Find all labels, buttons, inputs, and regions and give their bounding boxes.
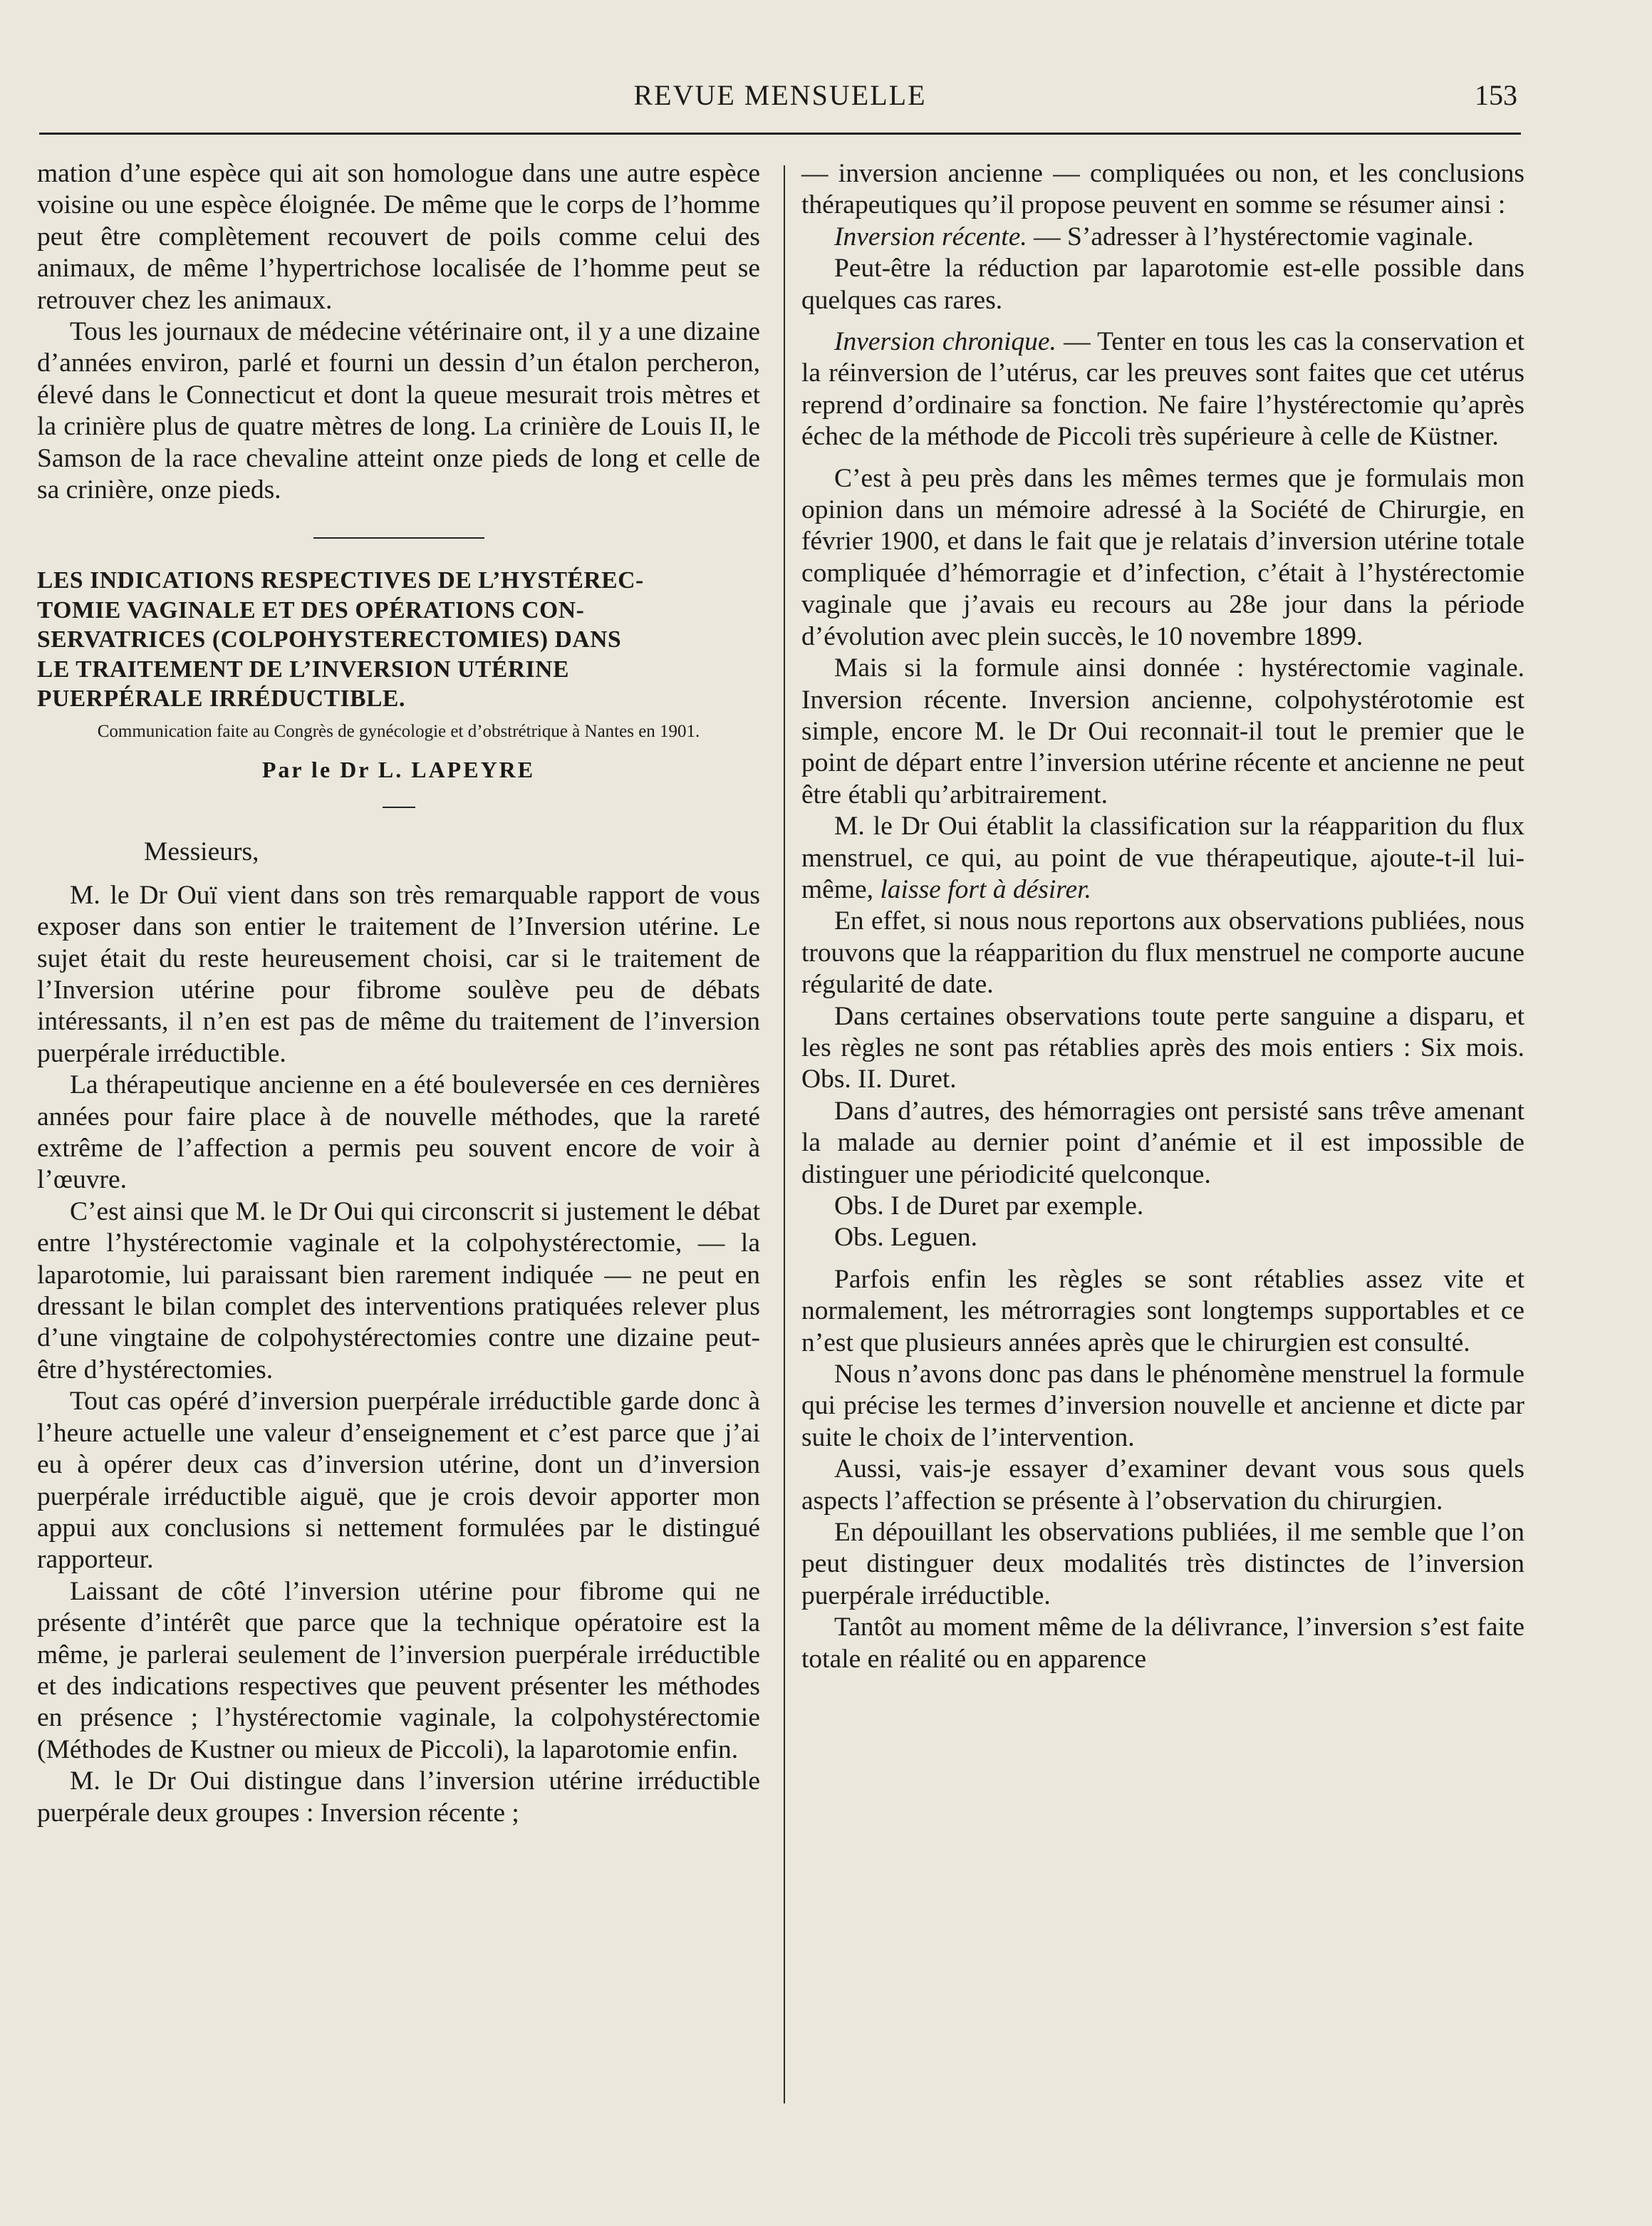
article-title-line: LES INDICATIONS RESPECTIVES DE L’HYSTÉREC- <box>37 567 644 594</box>
paragraph: — inversion ancienne — compliquées ou non, et les conclusions thérapeutiques qu’il propose peuvent en somme se résumer ainsi : <box>801 159 1524 220</box>
running-title: REVUE MENSUELLE <box>633 79 927 111</box>
recent-inversion-label: Inversion récente. <box>834 222 1027 252</box>
right-column <box>801 158 1524 1675</box>
column-divider <box>784 165 785 2103</box>
paragraph: En effet, si nous nous reportons aux observations publiées, nous trouvons que la réapparition du flux menstruel ne comporte aucune régularité de date. <box>801 906 1524 1000</box>
paragraph: Laissant de côté l’inversion utérine pour fibrome qui ne présente d’intérêt que parce que la technique opératoire est la même, je parlerai seulement de l’inversion puerpérale irréductible et des indications respectives que peuvent présenter les méthodes en présence ; l’hystérectomie vaginale, la colpohystérectomie (Méthodes de Kustner ou mieux de Piccoli), la laparotomie enfin. <box>37 1576 760 1764</box>
header-rule <box>39 133 1521 135</box>
page-header <box>43 78 1517 121</box>
salutation: Messieurs, <box>144 837 259 867</box>
paragraph <box>801 811 1524 906</box>
article-title-line: SERVATRICES (COLPOHYSTERECTOMIES) DANS <box>37 626 622 653</box>
recent-inversion-text: — S’adresser à l’hystérectomie vaginale. <box>1027 222 1474 252</box>
paragraph: Dans d’autres, des hémorragies ont persisté sans trêve amenant la malade au dernier point d’anémie et il est impossible de distinguer une périodicité quelconque. <box>801 1096 1524 1189</box>
article-title-line: TOMIE VAGINALE ET DES OPÉRATIONS CON- <box>37 596 585 623</box>
author-line: Par le Dr L. LAPEYRE <box>261 756 536 782</box>
observation-line: Obs. Leguen. <box>834 1223 977 1253</box>
paragraph: mation d’une espèce qui ait son homologue dans une autre espèce voisine ou une espèce éloignée. De même que le corps de l’homme peut être complètement recouvert de poils comme celui des animaux, de même l’hypertrichose localisée de l’homme peut se retrouver chez les animaux. <box>37 159 760 315</box>
paragraph: C’est à peu près dans les mêmes termes que je formulais mon opinion dans un mémoire adressé à la Société de Chirurgie, en février 1900, et dans le fait que je relatais d’inversion utérine totale compliquée d’hémorragie et d’infection, c’était à l’hystérectomie vaginale que j’avais eu recours au 28e jour dans la période d’évolution avec plein succès, le 10 novembre 1899. <box>801 463 1524 651</box>
paragraph: C’est ainsi que M. le Dr Oui qui circonscrit si justement le débat entre l’hystérectomie vaginale et la colpohystérectomie, — la laparotomie, lui paraissant bien rarement indiquée — ne peut en dressant le bilan complet des interventions pratiquées relever plus d’une vingtaine de colpohystérectomies contre une dizaine peut-être d’hystérectomies. <box>37 1196 760 1384</box>
paragraph-text: M. le Dr Oui établit la classification sur la réapparition du flux menstruel, ce qui, au point de vue thérapeutique, ajoute-t-il lui-même, <box>801 812 1524 904</box>
article-title-line: PUERPÉRALE IRRÉDUCTIBLE. <box>37 685 405 713</box>
short-dash <box>383 807 415 808</box>
observation-line: Obs. I de Duret par exemple. <box>834 1191 1144 1221</box>
paragraph: Parfois enfin les règles se sont rétablies assez vite et normalement, les métrorragies sont longtemps supportables et ce n’est que plusieurs années après que le chirurgien est consulté. <box>801 1264 1524 1357</box>
chronic-inversion-label: Inversion chronique. <box>834 327 1056 357</box>
section-separator <box>313 537 484 539</box>
paragraph: M. le Dr Oui distingue dans l’inversion utérine irréductible puerpérale deux groupes : Inversion récente ; <box>37 1766 760 1828</box>
paragraph: Tantôt au moment même de la délivrance, l’inversion s’est faite totale en réalité ou en apparence <box>801 1612 1524 1674</box>
paragraph: Mais si la formule ainsi donnée : hystérectomie vaginale. Inversion récente. Inversion ancienne, colpohystérotomie est simple, encore M. le Dr Oui reconnait-il tout le premier que le point de départ entre l’inversion utérine récente et ancienne ne peut être établi qu’arbitrairement. <box>801 653 1524 809</box>
article-title <box>37 566 760 714</box>
paragraph: Dans certaines observations toute perte sanguine a disparu, et les règles ne sont pas rétablies après des mois entiers : Six mois. Obs. II. Duret. <box>801 1001 1524 1094</box>
paragraph: Peut-être la réduction par laparotomie est-elle possible dans quelques cas rares. <box>801 254 1524 315</box>
communication-note: Communication faite au Congrès de gynécologie et d’obstrétrique à Nantes en 1901. <box>97 721 700 741</box>
article-title-line: LE TRAITEMENT DE L’INVERSION UTÉRINE <box>37 656 570 683</box>
page-number: 153 <box>1475 79 1517 111</box>
chronic-inversion-paragraph <box>801 326 1524 453</box>
recent-inversion-paragraph <box>801 222 1524 253</box>
paragraph-italic: laisse fort à désirer. <box>873 874 1091 904</box>
paragraph: Nous n’avons donc pas dans le phénomène menstruel la formule qui précise les termes d’inversion nouvelle et ancienne et dicte par suite le choix de l’intervention. <box>801 1360 1524 1452</box>
paragraph: M. le Dr Ouï vient dans son très remarquable rapport de vous exposer dans son entier le traitement de l’Inversion utérine. Le sujet était du reste heureusement choisi, car si le traitement de l’Inversion utérine pour fibrome soulève peu de débats intéressants, il n’en est pas de même du traitement de l’inversion puerpérale irréductible. <box>37 880 760 1068</box>
left-column <box>37 158 760 1829</box>
paragraph: La thérapeutique ancienne en a été bouleversée en ces dernières années pour faire place à de nouvelle méthodes, que la rareté extrême de l’affection a permis peu souvent encore de voir à l’œuvre. <box>37 1070 760 1195</box>
paragraph: Tout cas opéré d’inversion puerpérale irréductible garde donc à l’heure actuelle une valeur d’enseignement et c’est parce que j’ai eu à opérer deux cas d’inversion utérine, dont un d’inversion puerpérale irréductible aiguë, que je crois devoir apporter mon appui aux conclusions si nettement formulées par le distingué rapporteur. <box>37 1387 760 1575</box>
chronic-inversion-text: — Tenter en tous les cas la conservation et la réinversion de l’utérus, car les preuves sont faites que cet utérus reprend d’ordinaire sa fonction. Ne faire l’hystérectomie qu’après échec de la méthode de Piccoli très supérieure à celle de Küstner. <box>801 327 1525 452</box>
paragraph: En dépouillant les observations publiées, il me semble que l’on peut distinguer deux modalités très distinctes de l’inversion puerpérale irréductible. <box>801 1518 1524 1610</box>
paragraph: Aussi, vais-je essayer d’examiner devant vous sous quels aspects l’affection se présente à l’observation du chirurgien. <box>801 1454 1524 1516</box>
paragraph: Tous les journaux de médecine vétérinaire ont, il y a une dizaine d’années environ, parlé et fourni un dessin d’un étalon percheron, élevé dans le Connecticut et dont la queue mesurait trois mètres et la crinière plus de quatre mètres de long. La crinière de Louis II, le Samson de la race chevaline atteint onze pieds de long et celle de sa crinière, onze pieds. <box>37 317 760 505</box>
